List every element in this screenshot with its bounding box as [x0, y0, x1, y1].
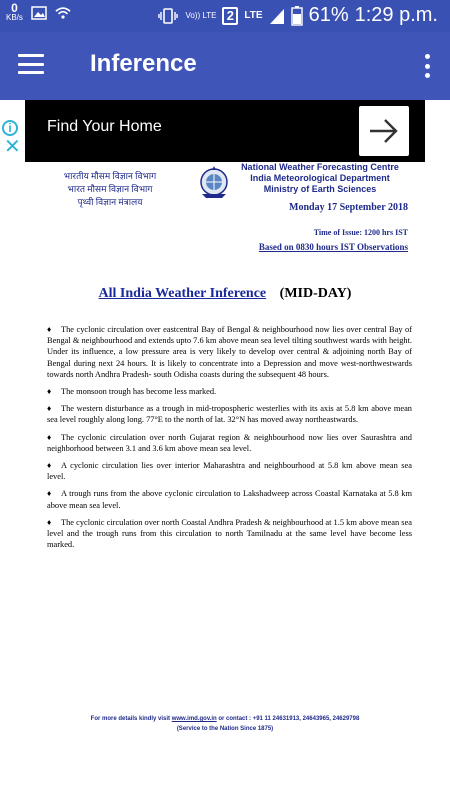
inference-title-suffix: (MID-DAY) — [279, 286, 352, 301]
arrow-right-icon — [368, 117, 400, 145]
bullet-text: The cyclonic circulation over north Gujarat region & neighbourhood now lies over Saurashtra and neighborhood between 3.1 and 3.6 km above mean sea level. — [47, 432, 412, 453]
inference-title-link[interactable]: All India Weather Inference — [98, 286, 267, 301]
org-line: India Meteorological Department — [250, 173, 390, 183]
bullet-text: The western disturbance as a trough in mid-tropospheric westerlies with its axis at 5.8 km above mean sea level roughly along long. 77°E to the north of lat. 32°N has moved away northeastwards. — [47, 404, 412, 425]
bullet-text: A trough runs from the above cyclonic circulation to Lakshadweep across Coastal Karnataka at 5.8 km above mean sea level. — [47, 489, 412, 510]
report-date: Monday 17 September 2018 — [289, 202, 408, 213]
page-title: Inference — [90, 50, 197, 77]
bullet-diamond-icon: ♦ — [47, 387, 52, 397]
list-item — [47, 517, 412, 551]
bullet-diamond-icon: ♦ — [47, 404, 52, 414]
status-bar — [0, 0, 450, 32]
more-options-icon[interactable] — [424, 54, 430, 78]
footer-prefix: For more details kindly visit — [90, 716, 172, 722]
list-item — [47, 432, 412, 454]
bullet-diamond-icon: ♦ — [47, 489, 52, 499]
network-speed — [6, 1, 23, 22]
battery-percent: 61% — [308, 4, 349, 26]
hindi-header — [40, 170, 180, 209]
footer-tagline: (Service to the Nation Since 1875) — [176, 726, 274, 732]
bullet-diamond-icon: ♦ — [47, 461, 52, 471]
org-line: Ministry of Earth Sciences — [263, 184, 377, 194]
inference-bullets — [47, 324, 412, 556]
network-speed-unit: KB/s — [6, 13, 23, 22]
battery-icon — [291, 6, 303, 26]
info-icon[interactable]: i — [2, 120, 18, 136]
inference-document — [0, 162, 450, 800]
footer-link[interactable]: www.imd.gov.in — [171, 716, 217, 722]
list-item — [47, 324, 412, 380]
bullet-diamond-icon: ♦ — [47, 325, 52, 334]
wifi-icon — [55, 6, 71, 20]
volte-indicator: Vo)) LTE — [185, 11, 217, 20]
observation-basis: Based on 0830 hours IST Observations — [258, 242, 408, 252]
hindi-line: भारतीय मौसम विज्ञान विभाग — [63, 171, 157, 181]
imd-logo-icon — [196, 164, 232, 200]
footer-contact: or contact : +91 11 24631913, 24643965, 24629798 — [216, 716, 360, 722]
bullet-text: The cyclonic circulation over eastcentral Bay of Bengal & neighbourhood now lies over central Bay of Bengal & neighbourhood and extends upto 7.6 km above mean sea level tilting southwest wards with height. Under its influence, a low pressure area is very likely to develop over central & adjoining north Bay of Bengal during next 24 hours. It is likely to concentrate into a Depression and move west-northwestwards towards north Andhra Pradesh- south Odisha coasts during the subsequent 48 hours. — [47, 325, 412, 379]
inference-title — [0, 286, 450, 302]
list-item — [47, 488, 412, 510]
image-icon — [31, 6, 47, 20]
lte-indicator: LTE — [244, 9, 263, 21]
ad-controls — [0, 120, 22, 156]
list-item — [47, 386, 412, 397]
list-item — [47, 460, 412, 482]
ad-banner[interactable] — [4, 100, 425, 162]
hindi-line: भारत मौसम विज्ञान विभाग — [67, 184, 153, 194]
ad-text[interactable]: Find Your Home — [47, 118, 162, 135]
bullet-text: The monsoon trough has become less marked. — [61, 387, 217, 397]
list-item — [47, 403, 412, 425]
document-footer — [40, 714, 410, 734]
bullet-text: A cyclonic circulation lies over interior Maharashtra and neighbourhood at 5.8 km above mean sea level. — [47, 461, 412, 482]
app-bar — [0, 32, 450, 100]
org-line: National Weather Forecasting Centre — [241, 162, 399, 172]
bullet-diamond-icon: ♦ — [47, 517, 52, 527]
org-header — [240, 162, 400, 195]
menu-icon[interactable] — [18, 54, 44, 74]
vibrate-icon — [157, 6, 179, 26]
issue-time: Time of Issue: 1200 hrs IST — [313, 228, 408, 237]
close-icon[interactable]: ✕ — [4, 136, 21, 158]
sim-indicator: 2 — [222, 7, 238, 25]
ad-open-button[interactable] — [359, 106, 409, 156]
hindi-line: पृथ्वी विज्ञान मंत्रालय — [77, 197, 143, 207]
bullet-diamond-icon: ♦ — [47, 432, 52, 442]
network-speed-value: 0 — [11, 1, 18, 15]
signal-icon — [269, 7, 285, 25]
clock: 1:29 p.m. — [354, 4, 438, 26]
bullet-text: The cyclonic circulation over north Coastal Andhra Pradesh & neighbourhood at 1.5 km above mean sea level and the trough runs from this circulation to north Tamilnadu at the same level have become less marked. — [47, 517, 412, 550]
